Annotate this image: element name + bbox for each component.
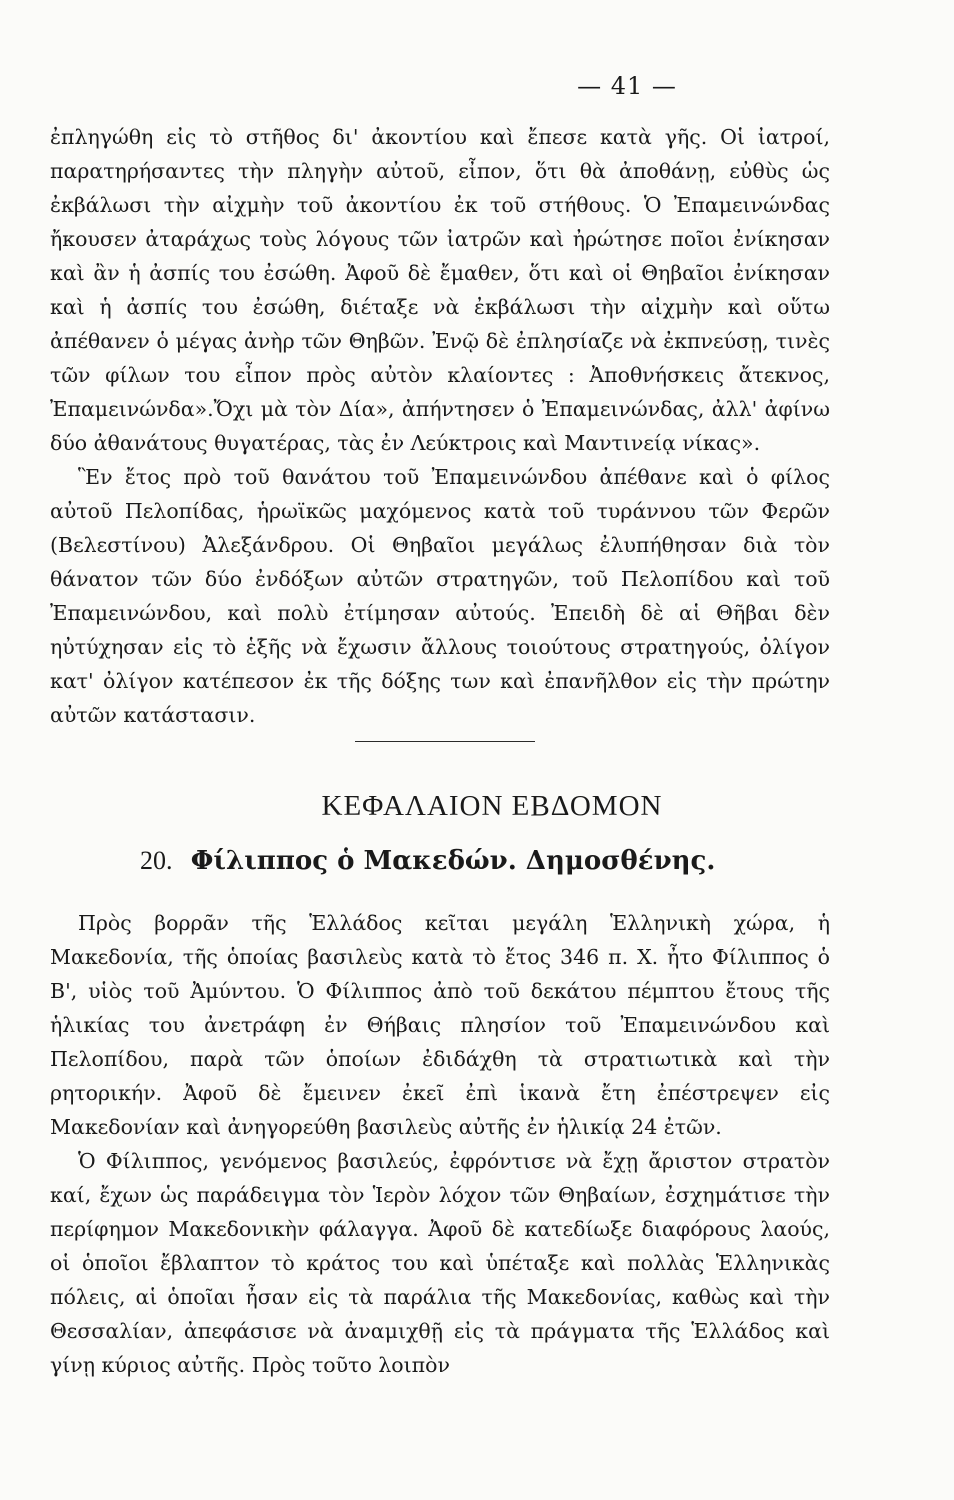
chapter-title: ΚΕΦΑΛΑΙΟΝ ΕΒΔΟΜΟΝ [321,790,663,822]
paragraph: ἐπληγώθη εἰς τὸ στῆθος δι' ἀκοντίου καὶ ἔπεσε κατὰ γῆς. Οἱ ἰατροί, παρατηρήσαντες τὴν πληγὴν αὐτοῦ, εἶπον, ὅτι θὰ ἀποθάνῃ, εὐθὺς ὡς ἐκβάλωσι τὴν αἰχμὴν τοῦ ἀκοντίου ἐκ τοῦ στήθους. Ὁ Ἐπαμεινώνδας ἤκουσεν ἀταράχως τοὺς λόγους τῶν ἰατρῶν καὶ ἠρώτησε ποῖοι ἐνίκησαν καὶ ἂν ἡ ἀσπίς του ἐσώθη. Ἀφοῦ δὲ ἔμαθεν, ὅτι καὶ οἱ Θηβαῖοι ἐνίκησαν καὶ ἡ ἀσπίς του ἐσώθη, διέταξε νὰ ἐκβάλωσι τὴν αἰχμὴν καὶ οὕτω ἀπέθανεν ὁ μέγας ἀνὴρ τῶν Θηβῶν. Ἐνῷ δὲ ἐπλησίαζε νὰ ἐκπνεύσῃ, τινὲς τῶν φίλων του εἶπον πρὸς αὐτὸν κλαίοντες : Ἀποθνήσκεις ἄτεκνος, Ἐπαμεινώνδα».Ὄχι μὰ τὸν Δία», ἀπήντησεν ὁ Ἐπαμεινώνδας, ἀλλ' ἀφίνω δύο ἀθανάτους θυγατέρας, τὰς ἐν Λεύκτροις καὶ Μαντινείᾳ νίκας». [50,125,830,455]
section-divider [355,741,535,742]
paragraph: Ὁ Φίλιππος, γενόμενος βασιλεύς, ἐφρόντισε νὰ ἔχῃ ἄριστον στρατὸν καί, ἔχων ὡς παράδειγμα τὸν Ἱερὸν λόχον τῶν Θηβαίων, ἐσχημάτισε τὴν περίφημον Μακεδονικὴν φάλαγγα. Ἀφοῦ δὲ κατεδίωξε διαφόρους λαούς, οἱ ὁποῖοι ἔβλαπτον τὸ κράτος του καὶ ὑπέταξε καὶ πολλὰς Ἑλληνικὰς πόλεις, αἱ ὁποῖαι ἦσαν εἰς τὰ παράλια τῆς Μακεδονίας, καθὼς καὶ τὴν Θεσσαλίαν, ἀπεφάσισε νὰ ἀναμιχθῇ εἰς τὰ πράγματα τῆς Ἑλλάδος καὶ γίνῃ κύριος αὐτῆς. Πρὸς τοῦτο λοιπὸν [50,1149,830,1377]
paragraph: Ἓν ἔτος πρὸ τοῦ θανάτου τοῦ Ἐπαμεινώνδου ἀπέθανε καὶ ὁ φίλος αὐτοῦ Πελοπίδας, ἡρωϊκῶς μαχόμενος κατὰ τοῦ τυράννου τῶν Φερῶν (Βελεστίνου) Ἀλεξάνδρου. Οἱ Θηβαῖοι μεγάλως ἐλυπήθησαν διὰ τὸν θάνατον τῶν δύο ἐνδόξων αὐτῶν στρατηγῶν, τοῦ Πελοπίδου καὶ τοῦ Ἐπαμεινώνδου, καὶ πολὺ ἐτίμησαν αὐτούς. Ἐπειδὴ δὲ αἱ Θῆβαι δὲν ηὐτύχησαν εἰς τὸ ἑξῆς νὰ ἔχωσιν ἄλλους τοιούτους στρατηγούς, ὀλίγον κατ' ὀλίγον κατέπεσον ἐκ τῆς δόξης των καὶ ἐπανῆλθον εἰς τὴν πρώτην αὐτῶν κατάστασιν. [50,465,830,727]
section-number: 20. [140,846,173,875]
section-title: Φίλιππος ὁ Μακεδών. Δημοσθένης. [190,846,716,876]
page-number: — 41 — [577,72,677,100]
text-block-top [50,120,830,732]
section-heading [140,846,860,876]
paragraph: Πρὸς βορρᾶν τῆς Ἑλλάδος κεῖται μεγάλη Ἑλληνικὴ χώρα, ἡ Μακεδονία, τῆς ὁποίας βασιλεὺς κατὰ τὸ ἔτος 346 π. Χ. ἦτο Φίλιππος ὁ Β', υἱὸς τοῦ Ἀμύντου. Ὁ Φίλιππος ἀπὸ τοῦ δεκάτου πέμπτου ἔτους τῆς ἡλικίας του ἀνετράφη ἐν Θήβαις πλησίον τοῦ Ἐπαμεινώνδου καὶ Πελοπίδου, παρὰ τῶν ὁποίων ἐδιδάχθη τὰ στρατιωτικὰ καὶ τὴν ρητορικήν. Ἀφοῦ δὲ ἔμεινεν ἐκεῖ ἐπὶ ἱκανὰ ἔτη ἐπέστρεψεν εἰς Μακεδονίαν καὶ ἀνηγορεύθη βασιλεὺς αὐτῆς ἐν ἡλικίᾳ 24 ἐτῶν. [50,911,830,1139]
text-block-bottom [50,906,830,1382]
